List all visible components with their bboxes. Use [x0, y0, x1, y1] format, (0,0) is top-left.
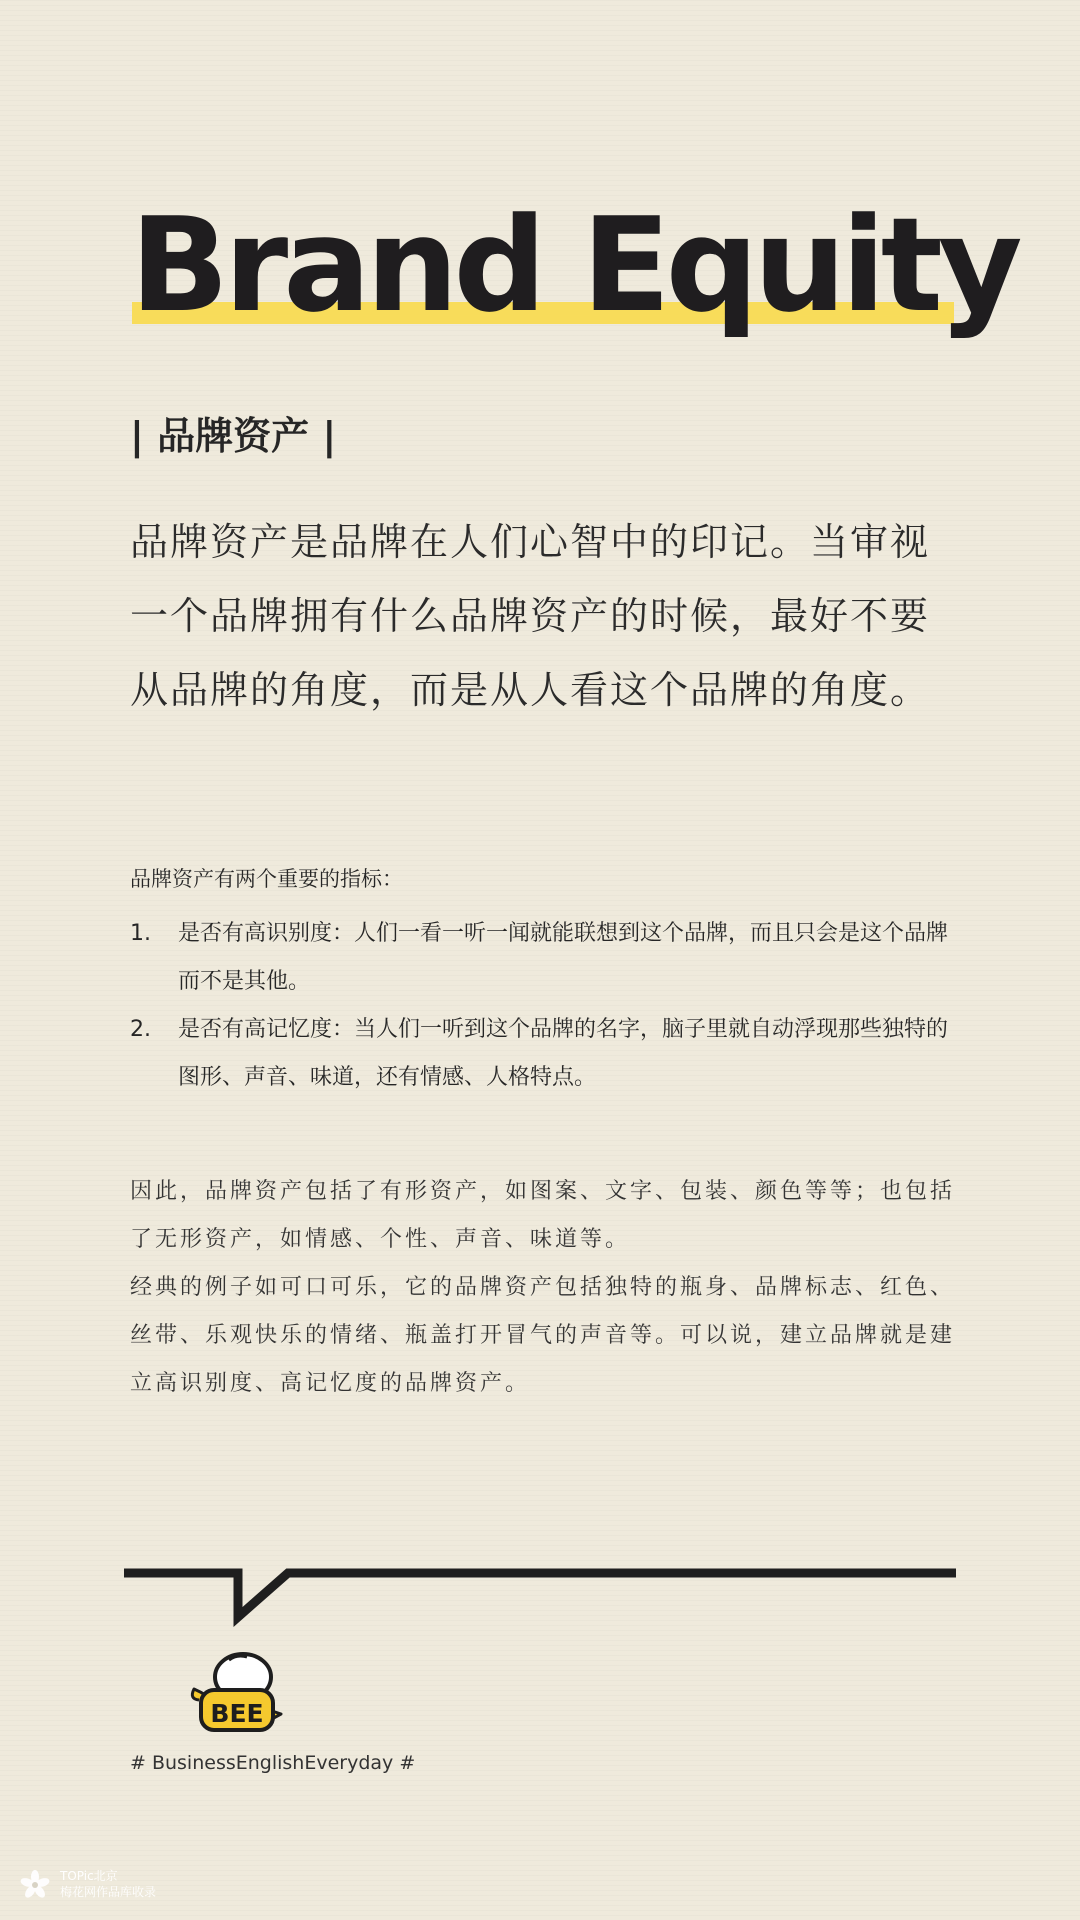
bee-mascot-icon [185, 1650, 295, 1740]
list-text: 是否有高记忆度：当人们一听到这个品牌的名字，脑子里就自动浮现那些独特的图形、声音、味道，还有情感、人格特点。 [178, 1017, 949, 1090]
body-text [130, 1168, 960, 1408]
list-number: 2. [130, 1017, 151, 1042]
intro-paragraph: 品牌资产是品牌在人们心智中的印记。当审视一个品牌拥有什么品牌资产的时候，最好不要从品牌的角度，而是从人看这个品牌的角度。 [130, 520, 931, 712]
indicators-title: 品牌资产有两个重要的指标： [130, 867, 403, 891]
watermark-line1: TOPic北京 [60, 1869, 118, 1883]
watermark-text [60, 1868, 156, 1900]
indicators-list [130, 910, 960, 1102]
body-paragraph: 经典的例子如可口可乐，它的品牌资产包括独特的瓶身、品牌标志、红色、 丝带、乐观快乐的情绪、瓶盖打开冒气的声音等。可以说，建立品牌就是建立高识别度、高记忆度的品牌资产。 [130, 1275, 956, 1396]
title-block [130, 189, 1018, 350]
body-paragraph: 因此，品牌资产包括了有形资产，如图案、文字、包装、颜色等等；也包括了无形资产，如情感、个性、声音、味道等。 [130, 1179, 956, 1252]
list-number: 1. [130, 921, 151, 946]
hashtag: # BusinessEnglishEveryday # [130, 1752, 416, 1774]
section-subtitle: | 品牌资产 | [130, 414, 337, 458]
page-title: Brand Equity [130, 189, 1018, 341]
watermark-line2: 梅花网作品库收录 [60, 1885, 157, 1899]
list-item [130, 1006, 960, 1102]
speech-bubble-divider [120, 1555, 960, 1635]
list-item [130, 910, 960, 1006]
mascot-label: BEE [210, 1699, 264, 1728]
flower-logo-icon [20, 1870, 50, 1900]
list-text: 是否有高识别度：人们一看一听一闻就能联想到这个品牌，而且只会是这个品牌而不是其他。 [178, 921, 949, 994]
